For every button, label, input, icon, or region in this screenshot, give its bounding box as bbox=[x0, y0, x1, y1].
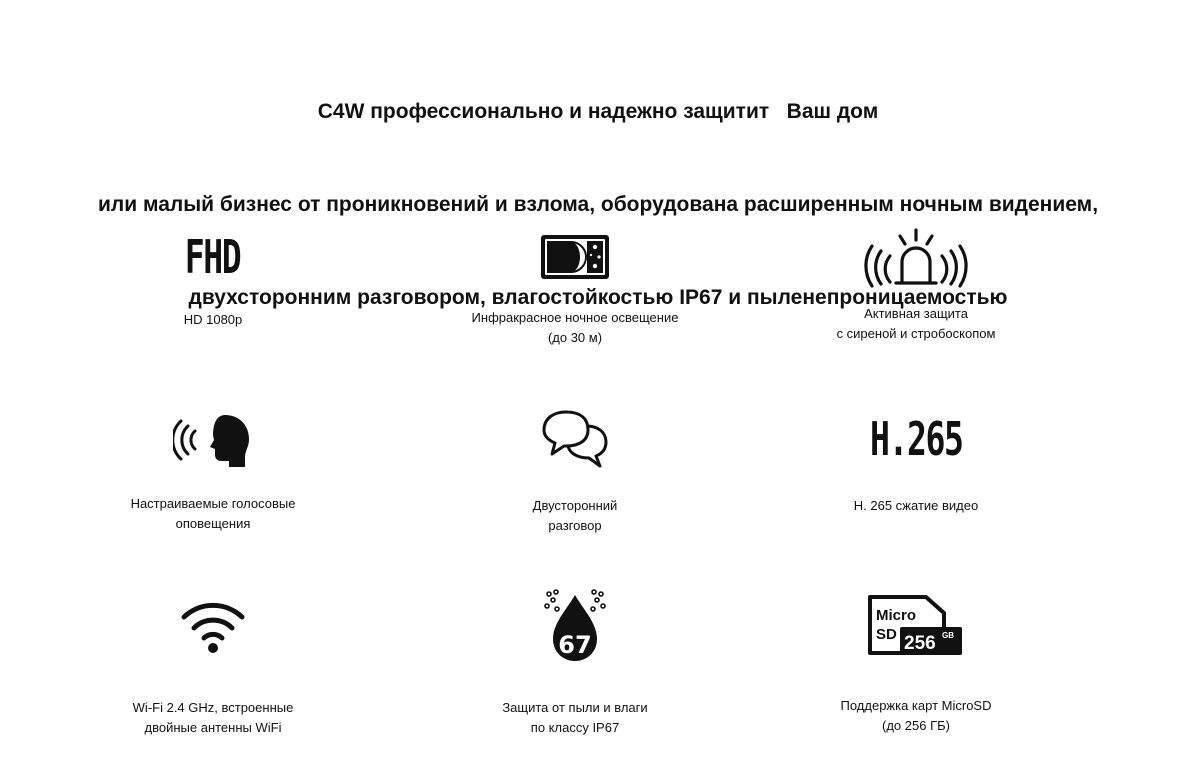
caption-line: Настраиваемые голосовые bbox=[130, 496, 296, 511]
feature-wifi-caption bbox=[43, 698, 383, 738]
feature-h265-caption bbox=[746, 496, 1086, 516]
caption-line: (до 30 м) bbox=[547, 330, 603, 345]
siren-icon bbox=[746, 222, 1086, 292]
microsd-icon-label-top: Micro bbox=[876, 607, 917, 624]
microsd-card-icon bbox=[746, 590, 1086, 660]
water-drop-ip67-svg bbox=[543, 589, 607, 663]
feature-ip67-caption bbox=[405, 698, 745, 738]
h265-icon-label: H.265 bbox=[869, 412, 963, 466]
headline-line-3: двухсторонним разговором, влагостойкостью IP67 и пыленепроницаемостью bbox=[188, 286, 1008, 309]
caption-line: Защита от пыли и влаги bbox=[502, 700, 648, 715]
fhd-icon-label: FHD bbox=[185, 230, 241, 284]
microsd-card-svg bbox=[866, 593, 966, 657]
caption-line: Wi-Fi 2.4 GHz, встроенные bbox=[132, 700, 294, 715]
caption-line: H. 265 сжатие видео bbox=[853, 498, 979, 513]
feature-night-vision-caption bbox=[405, 308, 745, 348]
feature-fhd-caption bbox=[43, 310, 383, 330]
feature-microsd-caption bbox=[746, 696, 1086, 736]
caption-line: Поддержка карт MicroSD bbox=[840, 698, 992, 713]
speaking-head-svg bbox=[173, 409, 253, 469]
headline-line-1: C4W профессионально и надежно защитит Ваш дом bbox=[317, 100, 879, 123]
feature-voice-caption bbox=[43, 494, 383, 534]
chat-bubbles-svg bbox=[540, 408, 610, 470]
ip67-icon-label: 67 bbox=[558, 631, 592, 659]
caption-line: оповещения bbox=[175, 516, 251, 531]
headline-line-2: или малый бизнес от проникновений и взлома, оборудована расширенным ночным видением, bbox=[97, 193, 1099, 216]
caption-line: HD 1080p bbox=[183, 312, 243, 327]
water-drop-ip67-icon bbox=[405, 590, 745, 662]
feature-two-way-caption bbox=[405, 496, 745, 536]
night-vision-svg bbox=[541, 235, 609, 279]
caption-line: Активная защита bbox=[864, 306, 968, 321]
caption-line: разговор bbox=[548, 518, 602, 533]
wifi-icon bbox=[43, 590, 383, 660]
microsd-icon-label-mid: SD bbox=[876, 626, 897, 643]
caption-line: с сиреной и стробоскопом bbox=[836, 326, 996, 341]
caption-line: по классу IP67 bbox=[530, 720, 620, 735]
caption-line: Инфракрасное ночное освещение bbox=[471, 310, 679, 325]
microsd-icon-label-size: 256 bbox=[904, 633, 936, 654]
page-headline bbox=[0, 34, 1196, 344]
microsd-icon-label-unit: GB bbox=[942, 631, 954, 640]
chat-bubbles-icon bbox=[405, 404, 745, 474]
caption-line: двойные антенны WiFi bbox=[144, 720, 282, 735]
caption-line: (до 256 ГБ) bbox=[882, 718, 950, 733]
siren-svg bbox=[864, 226, 968, 288]
wifi-svg bbox=[179, 597, 247, 653]
fhd-text-icon bbox=[43, 222, 383, 292]
caption-line: Двусторонний bbox=[532, 498, 618, 513]
speaking-head-icon bbox=[43, 404, 383, 474]
feature-siren-caption bbox=[746, 304, 1086, 344]
night-vision-icon bbox=[405, 222, 745, 292]
h265-text-icon bbox=[746, 404, 1086, 474]
